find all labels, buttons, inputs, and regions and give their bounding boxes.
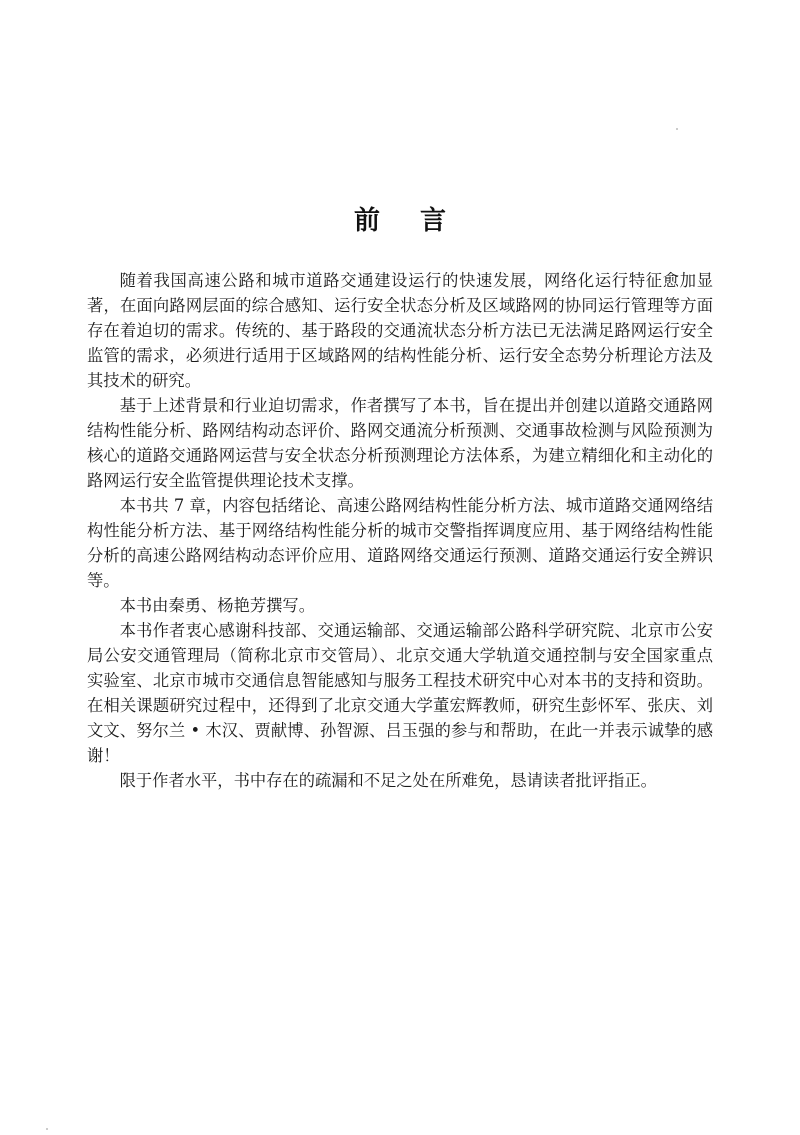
- paragraph-chapters: 本书共 7 章，内容包括绪论、高速公路网结构性能分析方法、城市道路交通网络结构性能分析方法、基于网络结构性能分析的城市交警指挥调度应用、基于网络结构性能分析的高速公路网结构动态评价应用、道路网络交通运行预测、道路交通运行安全辨识等。: [87, 496, 713, 590]
- preface-body: [87, 268, 713, 793]
- scan-speck: [46, 1128, 48, 1130]
- paragraph-authors: 本书由秦勇、杨艳芳撰写。: [119, 596, 315, 615]
- paragraph-closing: 限于作者水平，书中存在的疏漏和不足之处在所难免，恳请读者批评指正。: [119, 771, 657, 790]
- paragraph-acknowledgements: 本书作者衷心感谢科技部、交通运输部、交通运输部公路科学研究院、北京市公安局公安交通管理局（简称北京市交管局）、北京交通大学轨道交通控制与安全国家重点实验室、北京市城市交通信息智能感知与服务工程技术研究中心对本书的支持和资助。在相关课题研究过程中，还得到了北京交通大学董宏辉教师，研究生彭怀军、张庆、刘文文、努尔兰 • 木汉、贾献博、孙智源、吕玉强的参与和帮助，在此一并表示诚挚的感谢！: [87, 621, 713, 765]
- paragraph-purpose: 基于上述背景和行业迫切需求，作者撰写了本书，旨在提出并创建以道路交通路网结构性能分析、路网结构动态评价、路网交通流分析预测、交通事故检测与风险预测为核心的道路交通路网运营与安全状态分析预测理论方法体系，为建立精细化和主动化的路网运行安全监管提供理论技术支撑。: [87, 396, 713, 490]
- page-title: 前言: [353, 206, 486, 237]
- paragraph-background: 随着我国高速公路和城市道路交通建设运行的快速发展，网络化运行特征愈加显著，在面向路网层面的综合感知、运行安全状态分析及区域路网的协同运行管理等方面存在着迫切的需求。传统的、基于路段的交通流状态分析方法已无法满足路网运行安全监管的需求，必须进行适用于区域路网的结构性能分析、运行安全态势分析理论方法及其技术的研究。: [87, 271, 713, 390]
- scan-speck: [676, 128, 678, 130]
